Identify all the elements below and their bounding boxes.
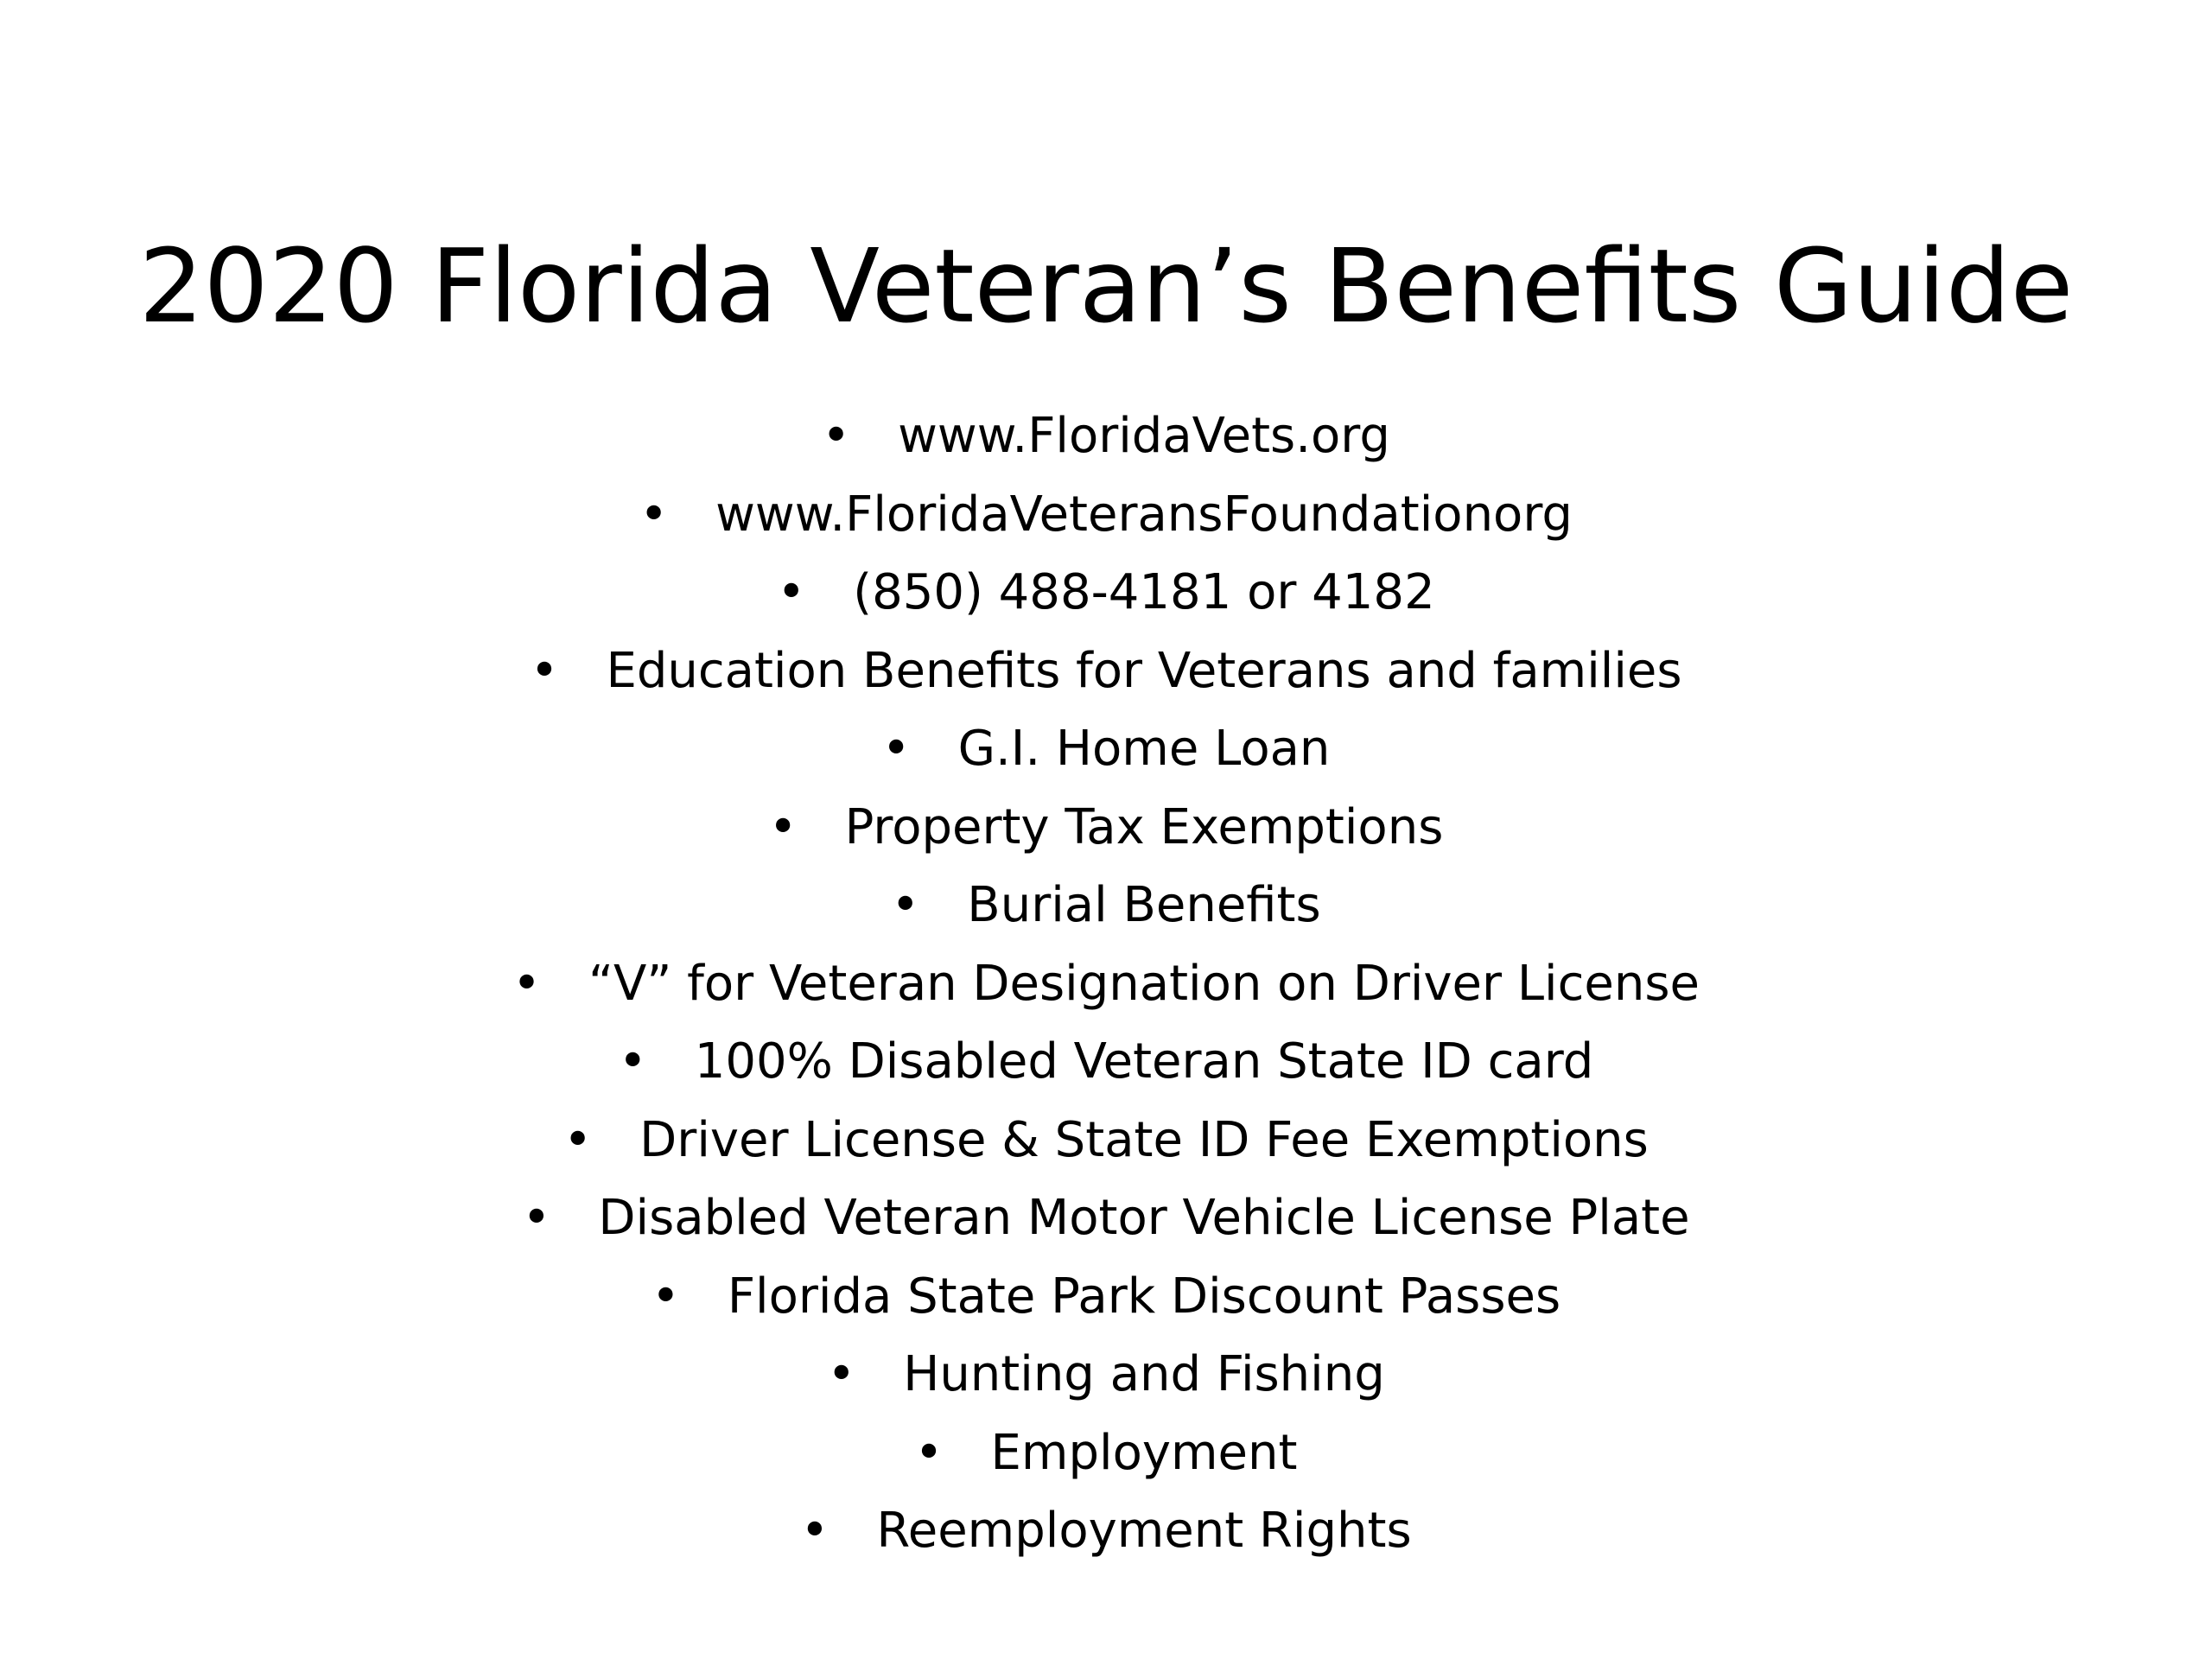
list-item <box>0 1102 2212 1180</box>
bullet-icon: • <box>914 1424 944 1481</box>
slide-title: 2020 Florida Veteran’s Benefits Guide <box>138 226 2074 346</box>
list-item <box>0 1258 2212 1337</box>
list-item <box>0 397 2212 476</box>
bullet-icon: • <box>881 721 911 777</box>
list-item <box>0 710 2212 789</box>
list-item-text: Disabled Veteran Motor Vehicle License Plate <box>598 1190 1690 1246</box>
bullet-icon: • <box>891 877 920 933</box>
bullet-icon: • <box>827 1346 856 1402</box>
list-item-text: Education Benefits for Veterans and families <box>606 642 1682 699</box>
list-item <box>0 632 2212 711</box>
list-item-text: Property Tax Exemptions <box>844 798 1444 855</box>
bullet-icon: • <box>651 1268 680 1325</box>
bullet-icon: • <box>768 798 798 855</box>
bullet-icon: • <box>530 642 559 699</box>
list-item-text: Burial Benefits <box>967 877 1321 933</box>
bullet-icon: • <box>800 1503 830 1559</box>
list-item <box>0 867 2212 945</box>
bullet-icon: • <box>522 1190 551 1246</box>
list-item-text: www.FloridaVeteransFoundationorg <box>715 486 1573 543</box>
list-item <box>0 789 2212 868</box>
bullet-icon: • <box>822 408 851 464</box>
bullet-icon: • <box>639 486 669 543</box>
list-item <box>0 1023 2212 1102</box>
list-item-text: Reemployment Rights <box>876 1503 1412 1559</box>
bullet-icon: • <box>563 1111 593 1168</box>
list-item <box>0 1414 2212 1493</box>
list-item-text: Driver License & State ID Fee Exemptions <box>639 1111 1649 1168</box>
list-item <box>0 945 2212 1024</box>
list-item-text: G.I. Home Loan <box>957 721 1331 777</box>
list-item-text: Florida State Park Discount Passes <box>727 1268 1561 1325</box>
benefits-list <box>0 397 2212 1571</box>
list-item-text: Hunting and Fishing <box>903 1346 1385 1402</box>
list-item <box>0 476 2212 555</box>
list-item <box>0 1492 2212 1571</box>
list-item-text: www.FloridaVets.org <box>898 408 1390 464</box>
list-item-text: Employment <box>990 1424 1298 1481</box>
bullet-icon: • <box>777 564 806 620</box>
list-item-text: 100% Disabled Veteran State ID card <box>694 1033 1594 1090</box>
list-item <box>0 1179 2212 1258</box>
list-item <box>0 554 2212 632</box>
bullet-icon: • <box>618 1033 647 1090</box>
list-item-text: “V” for Veteran Designation on Driver License <box>588 955 1700 1012</box>
list-item <box>0 1336 2212 1414</box>
list-item-text: (850) 488-4181 or 4182 <box>853 564 1435 620</box>
bullet-icon: • <box>512 955 542 1012</box>
